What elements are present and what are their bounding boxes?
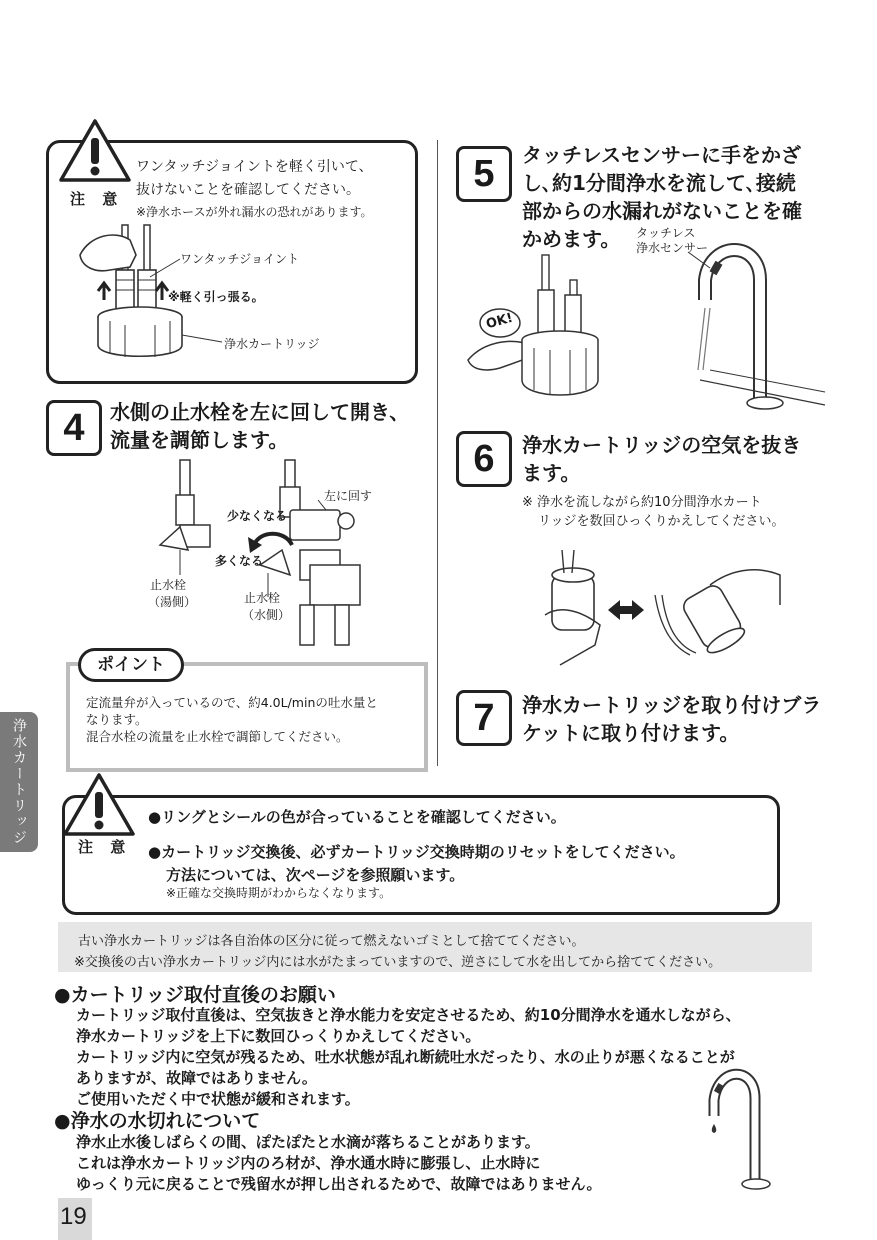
step-5-line2: し､約1分間浄水を流して､接続 [522,171,796,195]
point-line2: なります。 [86,712,148,727]
warning-triangle-icon [58,118,132,184]
caution-top-note: ※浄水ホースが外れ漏水の恐れがあります。 [136,205,373,219]
disposal-line2: ※交換後の古い浄水カートリッジ内には水がたまっていますので、逆さにして水を出してから捨ててください。 [74,955,722,970]
section2-title: ●浄水の水切れについて [54,1110,261,1132]
label-less: 少なくなる [227,509,288,523]
page-number: 19 [60,1203,87,1230]
label-hot-valve-2: （湯側） [148,595,197,609]
step-5-line1: タッチレスセンサーに手をかざ [522,143,801,167]
step-6-number: 6 [456,431,512,487]
label-cold-valve-1: 止水栓 [244,591,281,605]
label-more: 多くなる [215,554,264,568]
caution-top-line1: ワンタッチジョイントを軽く引いて、 [136,159,373,175]
ok-bubble-text: OK! [484,310,515,333]
step-7-line2: ケットに取り付けます。 [522,721,740,745]
caution-bottom-item1: ●リングとシールの色が合っていることを確認してください。 [148,808,566,826]
step-5-line3: 部からの水漏れがないことを確 [522,199,802,223]
warning-triangle-icon-bottom [62,772,136,838]
step-6-line2: ます。 [522,461,581,485]
point-line1: 定流量弁が入っているので、約4.0L/minの吐水量と [86,695,378,710]
step-7-line1: 浄水カートリッジを取り付けブラ [522,693,822,717]
section2-line2: これは浄水カートリッジ内のろ材が、浄水通水時に膨張し、止水時に [76,1154,541,1172]
caution-label-bottom: 注 意 [78,838,132,856]
section1-line1: カートリッジ取付直後は、空気抜きと浄水能力を安定させるため、約10分間浄水を通水しながら、 [76,1006,741,1024]
column-divider [437,140,438,766]
step-7-number: 7 [456,690,512,746]
step-6-line1: 浄水カートリッジの空気を抜き [522,433,802,457]
label-cold-valve-2: （水側） [242,608,291,622]
step-5-number: 5 [456,146,512,202]
label-turn-left: 左に回す [324,489,373,503]
caution-bottom-item2b: 方法については、次ページを参照願います。 [166,866,465,884]
section1-line4: ありますが、故障ではありません。 [76,1069,317,1087]
callout-cartridge: 浄水カートリッジ [224,337,320,351]
faucet-drip-illustration [700,1068,780,1193]
label-hot-valve-1: 止水栓 [150,578,187,592]
point-line3: 混合水栓の流量を止水栓で調節してください。 [86,729,349,744]
step-6-note1: ※ 浄水を流しながら約10分間浄水カート [522,495,762,510]
faucet-sensor-illustration [460,240,830,410]
section1-line5: ご使用いただく中で状態が緩和されます。 [76,1090,360,1108]
point-title: ポイント [78,648,184,682]
sensor-label-1: タッチレス [636,226,696,240]
section2-line1: 浄水止水後しばらくの間、ぽたぽたと水滴が落ちることがあります。 [76,1133,540,1151]
caution-bottom-item2: ●カートリッジ交換後、必ずカートリッジ交換時期のリセットをしてください。 [148,843,685,861]
sensor-label-2: 浄水センサー [636,241,709,255]
section1-title: ●カートリッジ取付直後のお願い [54,984,336,1006]
step-4-line2: 流量を調節します。 [110,428,289,452]
disposal-line1: 古い浄水カートリッジは各自治体の区分に従って燃えないゴミとして捨ててください。 [78,934,585,949]
callout-pull-lightly: ※軽く引っ張る。 [168,290,264,304]
section2-line3: ゆっくり元に戻ることで残留水が押し出されるためで、故障ではありません。 [76,1175,602,1193]
callout-one-touch-joint: ワンタッチジョイント [180,252,300,266]
step-5-line4: かめます。 [522,227,621,251]
caution-top-line2: 抜けないことを確認してください。 [136,182,360,198]
section1-line3: カートリッジ内に空気が残るため、吐水状態が乱れ断続吐水だったり、水の止りが悪くなることが [76,1048,735,1066]
cartridge-flip-illustration [540,545,790,670]
step-4-number: 4 [46,400,102,456]
side-tab-cartridge: 浄水カートリッジ [0,712,38,852]
caution-label-top: 注 意 [70,190,124,208]
step-4-line1: 水側の止水栓を左に回して開き、 [110,400,410,424]
section1-line2: 浄水カートリッジを上下に数回ひっくりかえしてください。 [76,1027,481,1045]
step-6-note2: リッジを数回ひっくりかえしてください。 [538,514,785,529]
caution-bottom-item2c: ※正確な交換時期がわからなくなります。 [166,886,392,900]
